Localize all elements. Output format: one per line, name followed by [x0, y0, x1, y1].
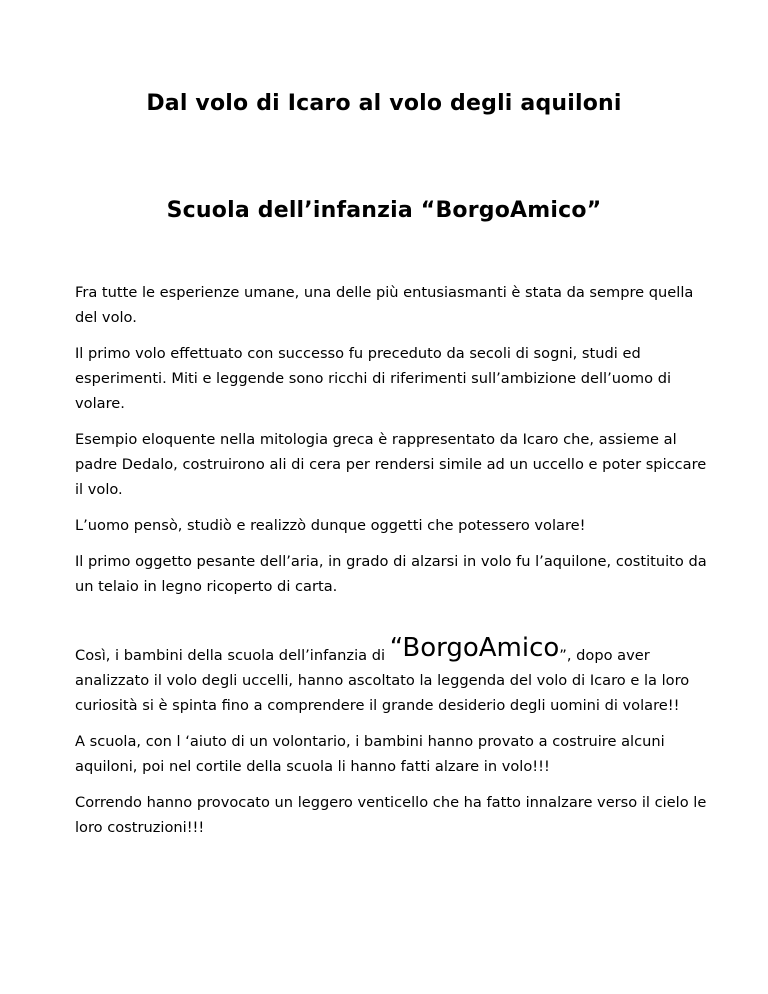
- highlight-text-before: Così, i bambini della scuola dell’infanzia di: [75, 647, 390, 664]
- paragraph: Fra tutte le esperienze umane, una delle più entusiasmanti è stata da sempre quella del volo.: [75, 284, 694, 326]
- document-subtitle: Scuola dell’infanzia “BorgoAmico”: [166, 198, 602, 223]
- school-name: BorgoAmico: [402, 633, 560, 663]
- paragraph: Il primo oggetto pesante dell’aria, in grado di alzarsi in volo fu l’aquilone, costituito da un telaio in legno ricoperto di carta.: [75, 553, 707, 595]
- school-name-open-quote: “: [389, 633, 403, 663]
- highlight-paragraph: [75, 633, 715, 718]
- highlight-text-after: ”, dopo aver analizzato il volo degli uccelli, hanno ascoltato la leggenda del volo di Icaro e la loro curiosità si è spinta fino a comprendere il grande desiderio degli uomini di volare!!: [75, 647, 690, 714]
- paragraph: Correndo hanno provocato un leggero venticello che ha fatto innalzare verso il cielo le loro costruzioni!!!: [75, 794, 707, 836]
- paragraph: L’uomo pensò, studiò e realizzò dunque oggetti che potessero volare!: [75, 517, 586, 534]
- document-body: [75, 280, 715, 851]
- paragraph: A scuola, con l ‘aiuto di un volontario, i bambini hanno provato a costruire alcuni aquiloni, poi nel cortile della scuola li hanno fatti alzare in volo!!!: [75, 733, 665, 775]
- paragraph: Il primo volo effettuato con successo fu preceduto da secoli di sogni, studi ed esperimenti. Miti e leggende sono ricchi di riferimenti sull’ambizione dell’uomo di volare.: [75, 345, 672, 412]
- document-title: Dal volo di Icaro al volo degli aquiloni: [146, 91, 622, 116]
- paragraph: Esempio eloquente nella mitologia greca è rappresentato da Icaro che, assieme al padre Dedalo, costruirono ali di cera per rendersi simile ad un uccello e poter spiccare il volo.: [75, 431, 707, 498]
